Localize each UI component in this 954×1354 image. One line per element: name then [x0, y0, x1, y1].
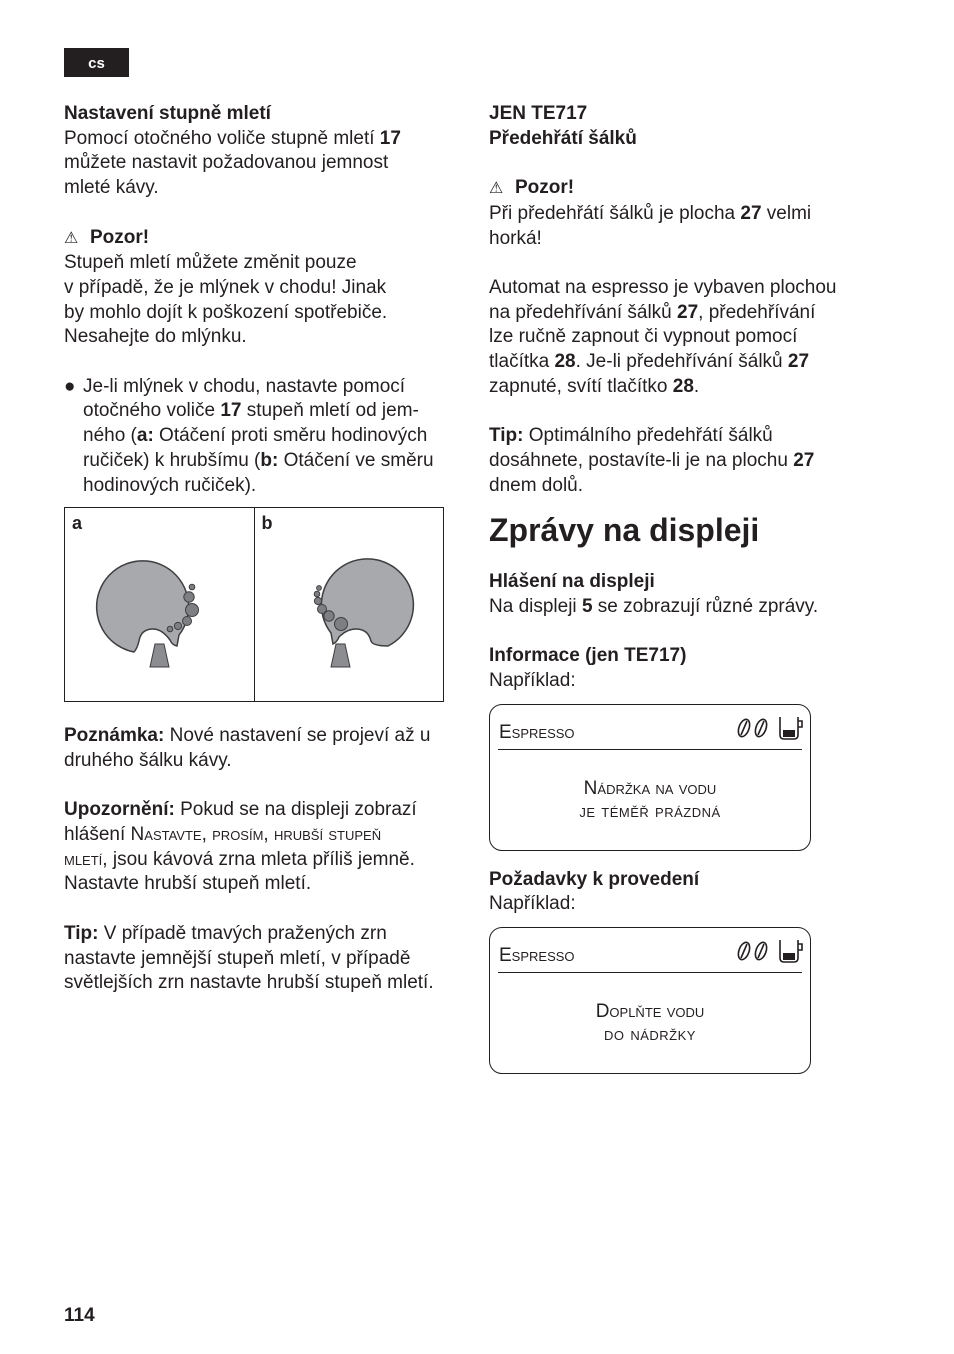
warning-heading — [489, 176, 884, 202]
bullet-line — [83, 399, 464, 424]
text: tlačítka — [489, 351, 555, 372]
display-message-line: Doplňte vodu — [595, 1001, 705, 1023]
text: Pokud se na displeji zobrazí — [174, 799, 417, 821]
text: Nové nastavení se projeví až u — [164, 725, 431, 747]
display-message — [490, 777, 810, 823]
warning-heading — [64, 226, 464, 252]
warning-line — [489, 202, 884, 227]
tip-label: Tip: — [489, 425, 524, 447]
text: se zobrazují různé zprávy. — [592, 595, 819, 617]
panel-label-a: a — [72, 513, 83, 534]
text: Otáčení proti směru hodinových — [153, 425, 428, 447]
tip-line — [64, 922, 464, 947]
knob-counterclockwise-icon — [65, 508, 253, 701]
text: , jsou kávová zrna mleta příliš jemně. — [102, 848, 415, 870]
tip-line — [489, 449, 884, 474]
bullet-item — [64, 375, 464, 499]
knob-clockwise-icon — [255, 508, 443, 701]
page-number: 114 — [64, 1305, 95, 1326]
warning-line: v případě, že je mlýnek v chodu! Jinak — [64, 276, 387, 298]
reference-number: 17 — [379, 127, 401, 149]
paragraph-line — [489, 350, 884, 375]
text: ručiček) k hrubšímu ( — [83, 449, 261, 471]
display-example-info — [489, 704, 811, 851]
notice-line: Nastavte hrubší stupeň mletí. — [64, 873, 312, 895]
text: otočného voliče — [83, 400, 221, 422]
text: hlášení — [64, 824, 131, 846]
warning-line: Stupeň mletí můžete změnit pouze — [64, 252, 357, 274]
text: dosáhnete, postavíte-li je na plochu — [489, 449, 794, 471]
section-heading-grind-setting: Nastavení stupně mletí — [64, 103, 271, 124]
reference-number: 5 — [581, 595, 593, 617]
strength-and-cup-icons — [734, 713, 804, 751]
bullet-line — [83, 424, 464, 449]
warning-icon: ⚠ — [64, 229, 79, 247]
bullet-line — [83, 449, 464, 474]
paragraph-line: můžete nastavit požadovanou jemnost — [64, 152, 389, 174]
text: zapnuté, svítí tlačítko — [489, 375, 673, 397]
warning-line: Nesahejte do mlýnku. — [64, 326, 247, 348]
paragraph-line — [64, 127, 464, 152]
text: Při předehřátí šálků je plocha — [489, 202, 741, 224]
paragraph-line — [489, 595, 884, 620]
display-message — [490, 1000, 810, 1046]
panel-label-b: b — [261, 513, 273, 534]
tip-line — [489, 424, 884, 449]
left-column — [64, 102, 464, 996]
notice-line — [64, 798, 464, 823]
section-heading-information: Informace (jen TE717) — [489, 645, 687, 667]
display-message-ref: mletí — [64, 848, 103, 870]
bean-strength-icon — [734, 936, 804, 966]
tip-line: nastavte jemnější stupeň mletí, v případě — [64, 947, 411, 969]
reference-number: 27 — [787, 351, 810, 372]
display-divider — [498, 749, 802, 750]
display-message-line: je téměř prázdná — [579, 800, 721, 822]
figure-panel-a — [65, 508, 254, 701]
note-label: Poznámka: — [64, 725, 165, 747]
right-column — [489, 102, 884, 1074]
bean-strength-icon — [734, 713, 804, 743]
paragraph-line: mleté kávy. — [64, 177, 159, 199]
warning-line: by mohlo dojít k poškození spotřebiče. — [64, 301, 388, 323]
reference-number: 27 — [740, 202, 762, 224]
key-label: a: — [136, 425, 154, 447]
reference-number: 17 — [220, 400, 242, 422]
text: Pomocí otočného voliče stupně mletí — [64, 127, 380, 149]
text: Otáčení ve směru — [278, 449, 434, 471]
example-label: Například: — [489, 893, 576, 915]
strength-and-cup-icons — [734, 936, 804, 974]
notice-line — [64, 823, 464, 848]
display-message-line: do nádržky — [604, 1024, 696, 1046]
reference-number: 27 — [793, 449, 815, 471]
tip-line: dnem dolů. — [489, 474, 584, 496]
paragraph-line — [489, 301, 884, 326]
notice-line — [64, 848, 464, 873]
paragraph-line: Automat na espresso je vybaven plochou — [489, 276, 837, 298]
reference-number: 27 — [677, 301, 699, 323]
key-label: b: — [260, 449, 279, 471]
display-divider — [498, 972, 802, 973]
section-heading-cup-warming: Předehřátí šálků — [489, 127, 637, 149]
notice-label: Upozornění: — [64, 799, 175, 821]
text: V případě tmavých pražených zrn — [98, 922, 387, 944]
display-message-ref: Nastavte, prosím, hrubší stupeň — [130, 824, 382, 846]
note-line — [64, 724, 464, 749]
display-example-request — [489, 927, 811, 1074]
text: velmi — [761, 202, 812, 224]
text: Optimálního předehřátí šálků — [523, 425, 773, 447]
bullet-dot-icon: ● — [64, 375, 76, 397]
reference-number: 28 — [554, 351, 576, 372]
warning-label: Pozor! — [515, 177, 575, 199]
text: stupeň mletí od jem- — [241, 400, 419, 422]
display-title: Espresso — [499, 721, 575, 743]
model-label: JEN TE717 — [489, 103, 588, 124]
text: . — [693, 375, 700, 397]
text: na předehřívání šálků — [489, 301, 678, 323]
display-message-line: Nádržka na vodu — [583, 777, 717, 799]
note-line: druhého šálku kávy. — [64, 749, 232, 771]
warning-line: horká! — [489, 227, 542, 249]
paragraph-line — [489, 375, 884, 400]
tip-line: světlejších zrn nastavte hrubší stupeň mletí. — [64, 972, 434, 994]
chapter-title: Zprávy na displeji — [489, 512, 760, 549]
warning-icon: ⚠ — [489, 180, 504, 198]
figure-panel-b — [254, 508, 444, 701]
paragraph-line: lze ručně zapnout či vypnout pomocí — [489, 326, 798, 348]
example-label: Například: — [489, 670, 576, 691]
section-heading-requests: Požadavky k provedení — [489, 868, 700, 890]
reference-number: 28 — [672, 375, 694, 397]
text: ného ( — [83, 425, 137, 447]
display-title: Espresso — [499, 945, 575, 967]
bullet-line: hodinových ručiček). — [83, 474, 257, 496]
language-badge: cs — [64, 48, 129, 77]
tip-label: Tip: — [64, 922, 99, 944]
grinder-knob-figure — [64, 507, 444, 702]
warning-label: Pozor! — [90, 226, 150, 248]
text: Na displeji — [489, 595, 582, 617]
bullet-line: Je-li mlýnek v chodu, nastavte pomocí — [83, 375, 406, 397]
text: , předehřívání — [698, 301, 816, 323]
section-heading-display-messages: Hlášení na displeji — [489, 571, 655, 593]
text: . Je-li předehřívání šálků — [575, 351, 788, 372]
